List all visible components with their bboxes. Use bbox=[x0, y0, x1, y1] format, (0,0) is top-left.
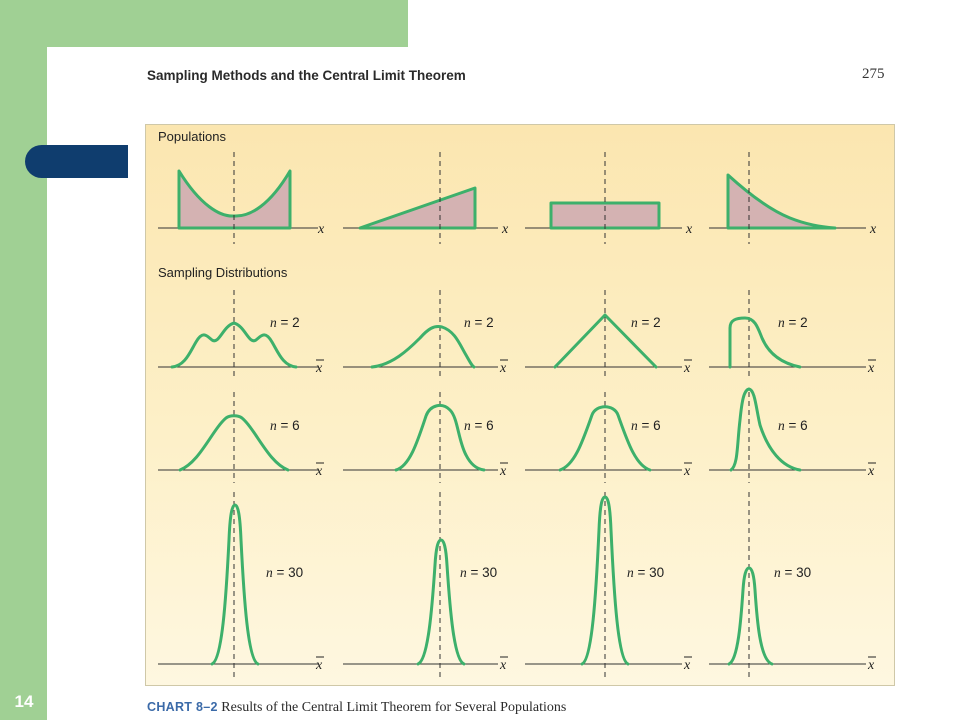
sampling-n6-col2 bbox=[343, 392, 508, 483]
sampling-row-n6 bbox=[158, 389, 876, 483]
population-curve bbox=[360, 188, 475, 228]
sampling-n30-col3 bbox=[525, 492, 692, 677]
sampling-n2-col3 bbox=[525, 290, 692, 380]
population-u-shaped bbox=[158, 152, 325, 244]
xbar-label: x bbox=[684, 658, 691, 673]
populations-label: Populations bbox=[158, 129, 226, 144]
sampling-curve bbox=[729, 568, 772, 664]
population-triangular bbox=[343, 152, 509, 244]
sampling-row-n2 bbox=[158, 290, 876, 380]
sampling-n6-col3 bbox=[525, 392, 692, 483]
sampling-n2-col2 bbox=[343, 290, 508, 380]
n-label: n = 6 bbox=[464, 418, 494, 433]
population-curve bbox=[728, 175, 835, 228]
n-label: n = 30 bbox=[774, 565, 812, 580]
population-uniform bbox=[525, 152, 693, 244]
n-label: n = 2 bbox=[464, 315, 494, 330]
sampling-curve bbox=[212, 505, 258, 664]
page-title: Sampling Methods and the Central Limit Theorem bbox=[147, 68, 466, 83]
xbar-label: x bbox=[500, 361, 507, 376]
xbar-label: x bbox=[868, 361, 875, 376]
sampling-n30-col1 bbox=[158, 492, 324, 677]
sampling-row-n30 bbox=[158, 492, 876, 677]
n-label: n = 2 bbox=[631, 315, 661, 330]
population-exponential bbox=[709, 152, 877, 244]
xbar-label: x bbox=[868, 658, 875, 673]
n-label: n = 6 bbox=[631, 418, 661, 433]
n-label: n = 2 bbox=[778, 315, 808, 330]
sampling-curve bbox=[418, 540, 464, 664]
x-axis-label: x bbox=[318, 222, 325, 237]
x-axis-label: x bbox=[870, 222, 877, 237]
caption-text: Results of the Central Limit Theorem for Several Populations bbox=[221, 700, 567, 715]
sampling-n6-col4 bbox=[709, 389, 876, 483]
sampling-n6-col1 bbox=[158, 392, 324, 483]
xbar-label: x bbox=[684, 361, 691, 376]
xbar-label: x bbox=[316, 464, 323, 479]
xbar-label: x bbox=[316, 361, 323, 376]
population-row bbox=[158, 152, 877, 244]
chart-caption bbox=[147, 700, 566, 716]
sampling-n30-col2 bbox=[343, 492, 508, 677]
n-label: n = 30 bbox=[460, 565, 498, 580]
n-label: n = 30 bbox=[266, 565, 304, 580]
slide-number: 14 bbox=[14, 692, 34, 711]
xbar-label: x bbox=[316, 658, 323, 673]
sampling-distributions-label: Sampling Distributions bbox=[158, 265, 288, 280]
sampling-n2-col4 bbox=[709, 290, 876, 380]
n-label: n = 30 bbox=[627, 565, 665, 580]
sampling-n2-col1 bbox=[158, 290, 324, 380]
xbar-label: x bbox=[500, 658, 507, 673]
x-axis-label: x bbox=[502, 222, 509, 237]
sampling-curve bbox=[372, 326, 474, 367]
x-axis-label: x bbox=[686, 222, 693, 237]
xbar-label: x bbox=[684, 464, 691, 479]
sampling-n30-col4 bbox=[709, 492, 876, 677]
caption-number: CHART 8–2 bbox=[147, 700, 218, 714]
n-label: n = 6 bbox=[778, 418, 808, 433]
xbar-label: x bbox=[500, 464, 507, 479]
xbar-label: x bbox=[868, 464, 875, 479]
n-label: n = 2 bbox=[270, 315, 300, 330]
page-number: 275 bbox=[862, 66, 885, 82]
n-label: n = 6 bbox=[270, 418, 300, 433]
